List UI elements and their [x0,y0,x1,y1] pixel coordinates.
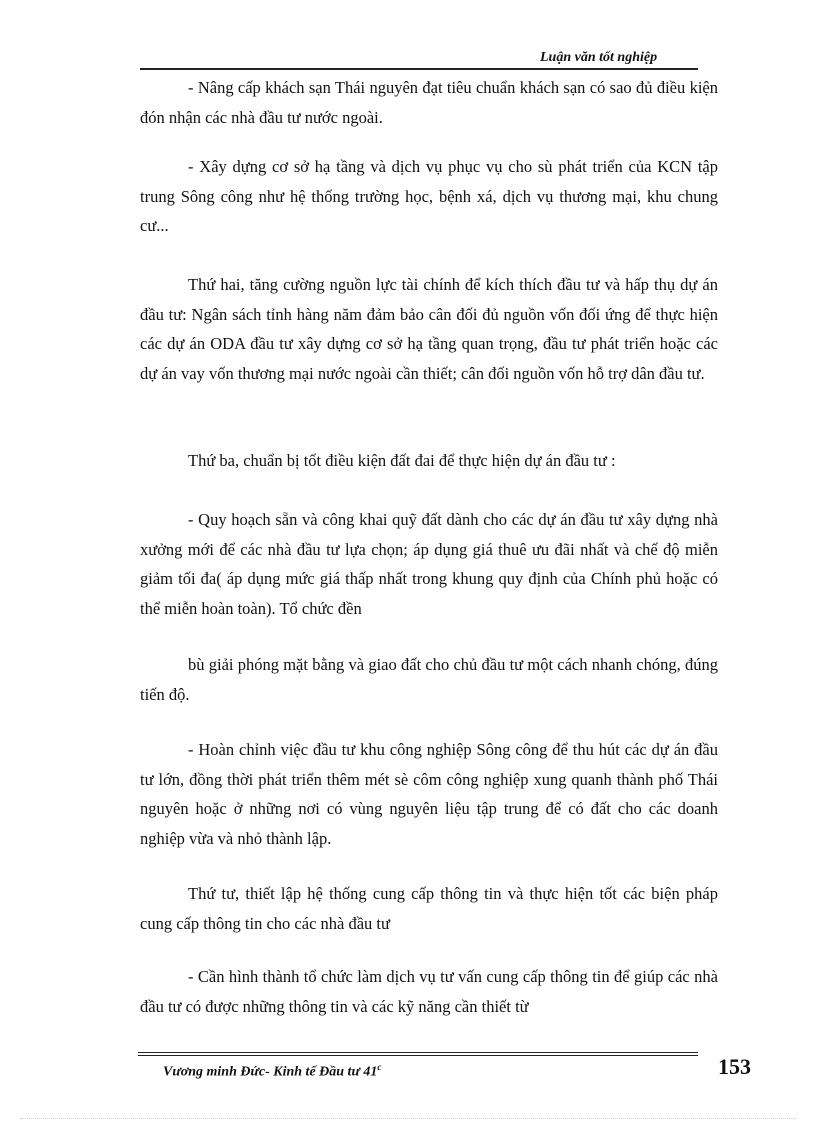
paragraph-1: - Nâng cấp khách sạn Thái nguyên đạt tiêu chuẩn khách sạn có sao đủ điều kiện đón nhận các nhà đầu tư nước ngoài. [140,78,718,127]
paragraph-4: Thứ ba, chuẩn bị tốt điều kiện đất đai để thực hiện dự án đầu tư : [188,451,616,470]
footer-rule-top [138,1052,698,1053]
footer-rule-bottom [138,1055,698,1056]
page-number: 153 [718,1054,751,1079]
page-edge-divider [20,1118,796,1119]
paragraph-8: Thứ tư, thiết lập hệ thống cung cấp thông tin và thực hiện tốt các biện pháp cung cấp thông tin cho các nhà đầu tư [140,884,718,933]
paragraph-6: bù giải phóng mặt bằng và giao đất cho chủ đầu tư một cách nhanh chóng, đúng tiến độ. [140,655,718,704]
paragraph-3: Thứ hai, tăng cường nguồn lực tài chính để kích thích đầu tư và hấp thụ dự án đầu tư: Ngân sách tỉnh hàng năm đảm bảo cân đối đủ nguồn vốn đối ứng để thực hiện các dự án ODA đầu tư xây dựng cơ sở hạ tầng quan trọng, đầu tư phát triển hoặc các dự án vay vốn thương mại nước ngoài cần thiết; cân đối nguồn vốn hỗ trợ dân đầu tư. [140,275,718,383]
running-header: Luận văn tốt nghiệp [540,50,658,65]
paragraph-7: - Hoàn chỉnh việc đầu tư khu công nghiệp Sông công để thu hút các dự án đầu tư lớn, đồng thời phát triển thêm mét sè côm công nghiệp xung quanh thành phố Thái nguyên hoặc ở những nơi có vùng nguyên liệu tập trung để có đất cho các doanh nghiệp vừa và nhỏ thành lập. [140,740,718,848]
paragraph-2: - Xây dựng cơ sở hạ tầng và dịch vụ phục vụ cho sù phát triển của KCN tập trung Sông công như hệ thống trường học, bệnh xá, dịch vụ thương mại, khu chung cư... [140,157,718,235]
paragraph-5: - Quy hoạch sẵn và công khai quỹ đất dành cho các dự án đầu tư xây dựng nhà xưởng mới để các nhà đầu tư lựa chọn; áp dụng giá thuê ưu đãi nhất và chế độ miễn giảm tối đa( áp dụng mức giá thấp nhất trong khung quy định của Chính phủ hoặc có thể miễn hoàn toàn). Tổ chức đền [140,510,718,618]
footer-superscript: c [377,1062,382,1072]
paragraph-9: - Cần hình thành tổ chức làm dịch vụ tư vấn cung cấp thông tin để giúp các nhà đầu tư có được những thông tin và các kỹ năng cần thiết từ [140,967,718,1016]
footer-author: Vương minh Đức- Kinh tế Đầu tư 41$^c$ [163,1062,382,1080]
header-rule [140,68,698,70]
